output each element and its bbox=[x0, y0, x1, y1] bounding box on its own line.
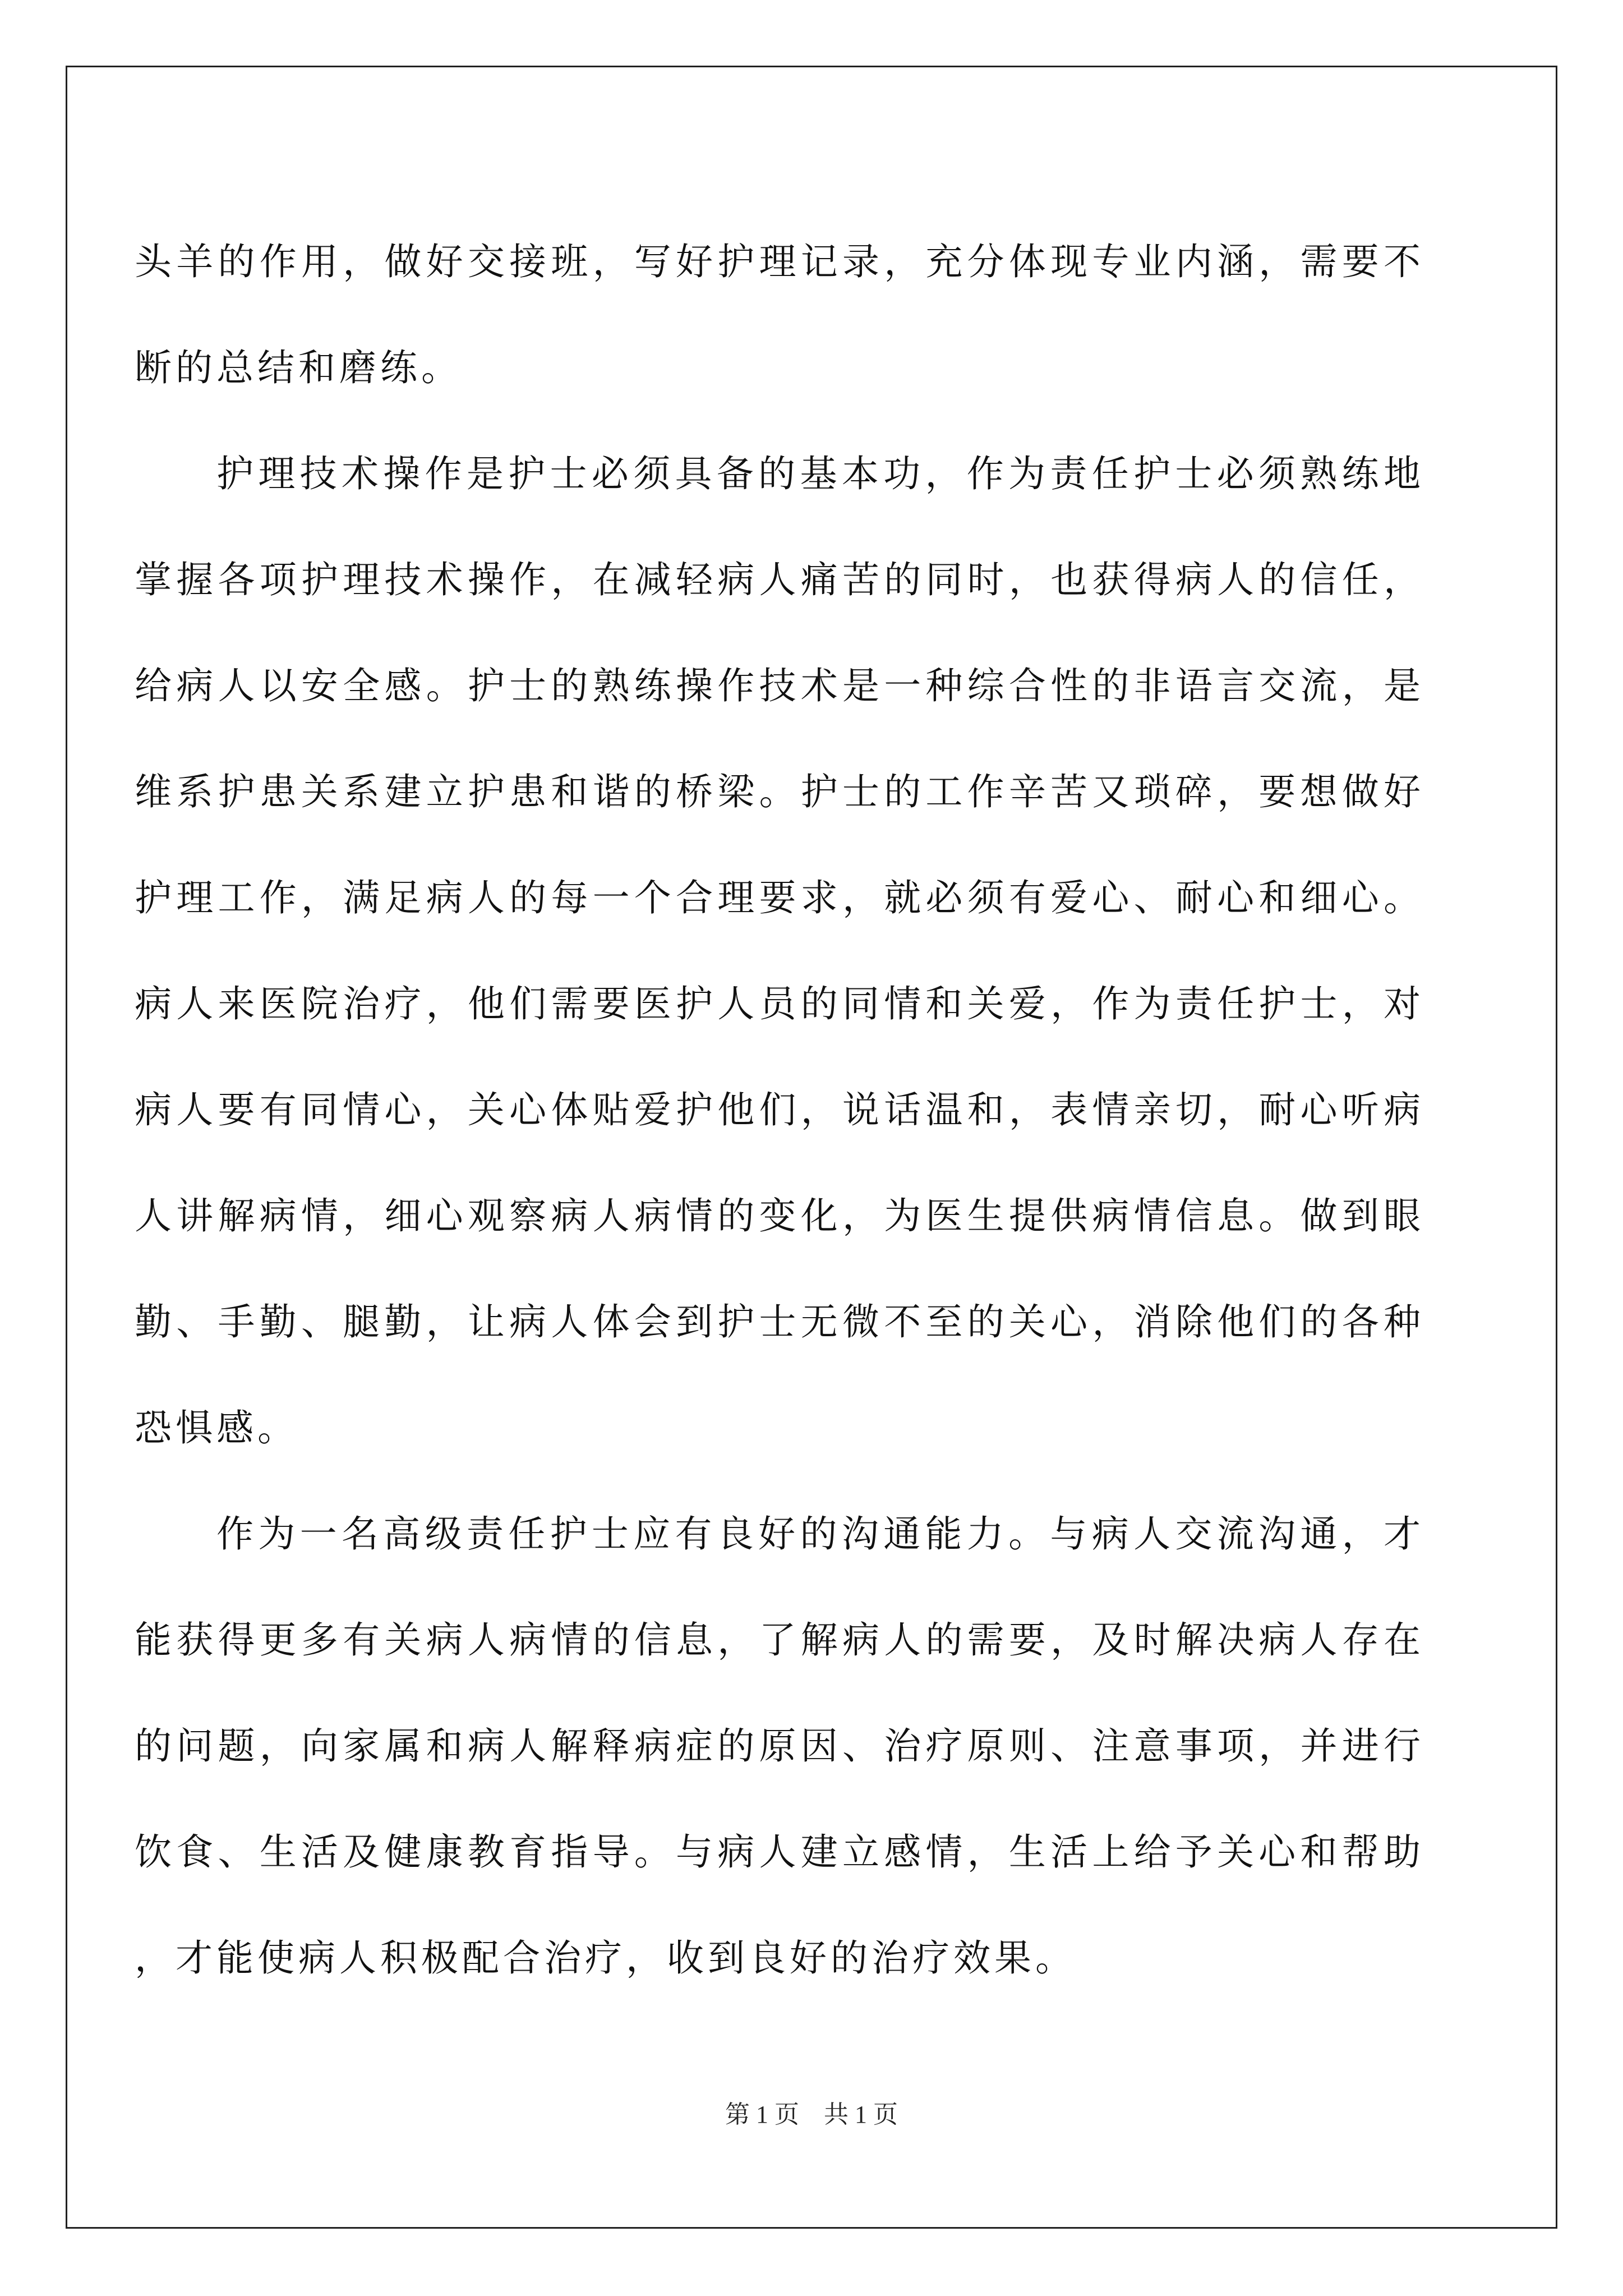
page-footer: 第 1 页 共 1 页 bbox=[725, 2101, 898, 2128]
paragraph-2: 护理技术操作是护士必须具备的基本功，作为责任护士必须熟练地掌握各项护理技术操作，在减轻病人痛苦的同时，也获得病人的信任，给病人以安全感。护士的熟练操作技术是一种综合性的非语言交流，是维系护患关系建立护患和谐的桥梁。护士的工作辛苦又琐碎，要想做好护理工作，满足病人的每一个合理要求，就必须有爱心、耐心和细心。病人来医院治疗，他们需要医护人员的同情和关爱，作为责任护士，对病人要有同情心，关心体贴爱护他们，说话温和，表情亲切，耐心听病人讲解病情，细心观察病人病情的变化，为医生提供病情信息。做到眼勤、手勤、腿勤，让病人体会到护士无微不至的关心，消除他们的各种恐惧感。 bbox=[135, 452, 1424, 1450]
document-body bbox=[135, 209, 1424, 2011]
paragraph-1: 头羊的作用，做好交接班，写好护理记录，充分体现专业内涵，需要不断的总结和磨练。 bbox=[135, 240, 1424, 389]
paragraph-3: 作为一名高级责任护士应有良好的沟通能力。与病人交流沟通，才能获得更多有关病人病情的信息，了解病人的需要，及时解决病人存在的问题，向家属和病人解释病症的原因、治疗原则、注意事项，并进行饮食、生活及健康教育指导。与病人建立感情，生活上给予关心和帮助，才能使病人积极配合治疗，收到良好的治疗效果。 bbox=[135, 1512, 1424, 1980]
